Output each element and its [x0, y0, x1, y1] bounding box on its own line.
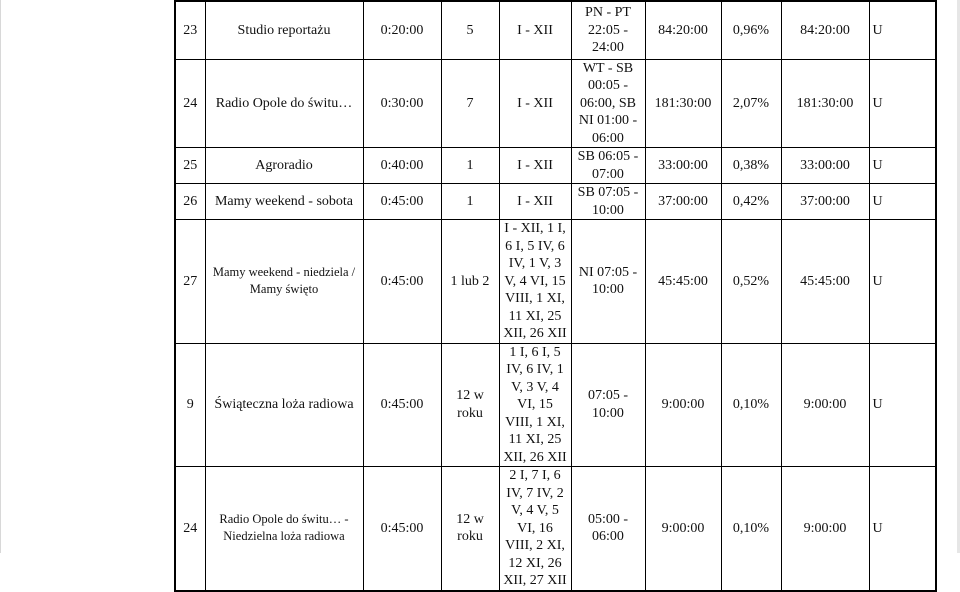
total-time-repeat: 45:45:00	[781, 220, 869, 344]
total-time-repeat: 9:00:00	[781, 467, 869, 591]
broadcast-count: 5	[441, 1, 499, 59]
table-row	[175, 467, 936, 591]
broadcast-count: 12 w roku	[441, 343, 499, 467]
total-time-repeat: 37:00:00	[781, 184, 869, 220]
broadcast-period: I - XII, 1 I, 6 I, 5 IV, 6 IV, 1 V, 3 V, 4 VI, 15 VIII, 1 XI, 11 XI, 25 XII, 26 XII	[499, 220, 571, 344]
page-edge-left	[0, 0, 1, 553]
broadcast-period: 2 I, 7 I, 6 IV, 7 IV, 2 V, 4 V, 5 VI, 16 VIII, 2 XI, 12 XI, 26 XII, 27 XII	[499, 467, 571, 591]
broadcast-period: I - XII	[499, 184, 571, 220]
share-percent: 0,52%	[721, 220, 781, 344]
airtime: WT - SB 00:05 - 06:00, SB NI 01:00 - 06:00	[571, 59, 645, 148]
category-code: U	[869, 59, 936, 148]
airtime: 05:00 - 06:00	[571, 467, 645, 591]
broadcast-period: I - XII	[499, 59, 571, 148]
program-title: Mamy weekend - sobota	[205, 184, 363, 220]
airtime: SB 07:05 - 10:00	[571, 184, 645, 220]
category-code: U	[869, 1, 936, 59]
airtime: PN - PT 22:05 - 24:00	[571, 1, 645, 59]
share-percent: 0,10%	[721, 343, 781, 467]
broadcast-period: I - XII	[499, 1, 571, 59]
table-row	[175, 148, 936, 184]
share-percent: 0,42%	[721, 184, 781, 220]
table-row	[175, 343, 936, 467]
table-row	[175, 220, 936, 344]
program-duration: 0:45:00	[363, 184, 441, 220]
program-duration: 0:45:00	[363, 220, 441, 344]
total-time-repeat: 9:00:00	[781, 343, 869, 467]
share-percent: 0,38%	[721, 148, 781, 184]
broadcast-count: 1	[441, 184, 499, 220]
airtime: NI 07:05 - 10:00	[571, 220, 645, 344]
program-duration: 0:45:00	[363, 467, 441, 591]
total-time-repeat: 33:00:00	[781, 148, 869, 184]
program-duration: 0:45:00	[363, 343, 441, 467]
program-title: Mamy weekend - niedziela / Mamy święto	[205, 220, 363, 344]
total-time: 33:00:00	[645, 148, 721, 184]
row-number: 27	[175, 220, 205, 344]
broadcast-period: I - XII	[499, 148, 571, 184]
share-percent: 2,07%	[721, 59, 781, 148]
program-title: Studio reportażu	[205, 1, 363, 59]
table-row	[175, 1, 936, 59]
row-number: 9	[175, 343, 205, 467]
program-duration: 0:30:00	[363, 59, 441, 148]
total-time: 45:45:00	[645, 220, 721, 344]
row-number: 24	[175, 59, 205, 148]
share-percent: 0,10%	[721, 467, 781, 591]
broadcast-count: 7	[441, 59, 499, 148]
broadcast-count: 1	[441, 148, 499, 184]
row-number: 25	[175, 148, 205, 184]
table-row	[175, 184, 936, 220]
total-time: 9:00:00	[645, 343, 721, 467]
total-time: 37:00:00	[645, 184, 721, 220]
program-title: Radio Opole do świtu…	[205, 59, 363, 148]
broadcast-period: 1 I, 6 I, 5 IV, 6 IV, 1 V, 3 V, 4 VI, 15 VIII, 1 XI, 11 XI, 25 XII, 26 XII	[499, 343, 571, 467]
total-time: 9:00:00	[645, 467, 721, 591]
program-title: Agroradio	[205, 148, 363, 184]
broadcast-count: 12 w roku	[441, 467, 499, 591]
row-number: 26	[175, 184, 205, 220]
table-row	[175, 59, 936, 148]
program-duration: 0:40:00	[363, 148, 441, 184]
airtime: 07:05 - 10:00	[571, 343, 645, 467]
program-title: Świąteczna loża radiowa	[205, 343, 363, 467]
category-code: U	[869, 148, 936, 184]
program-duration: 0:20:00	[363, 1, 441, 59]
schedule-table	[174, 0, 937, 592]
share-percent: 0,96%	[721, 1, 781, 59]
broadcast-count: 1 lub 2	[441, 220, 499, 344]
category-code: U	[869, 184, 936, 220]
row-number: 23	[175, 1, 205, 59]
category-code: U	[869, 467, 936, 591]
row-number: 24	[175, 467, 205, 591]
airtime: SB 06:05 - 07:00	[571, 148, 645, 184]
category-code: U	[869, 220, 936, 344]
total-time-repeat: 84:20:00	[781, 1, 869, 59]
total-time-repeat: 181:30:00	[781, 59, 869, 148]
total-time: 181:30:00	[645, 59, 721, 148]
category-code: U	[869, 343, 936, 467]
program-title: Radio Opole do świtu… - Niedzielna loża radiowa	[205, 467, 363, 591]
total-time: 84:20:00	[645, 1, 721, 59]
